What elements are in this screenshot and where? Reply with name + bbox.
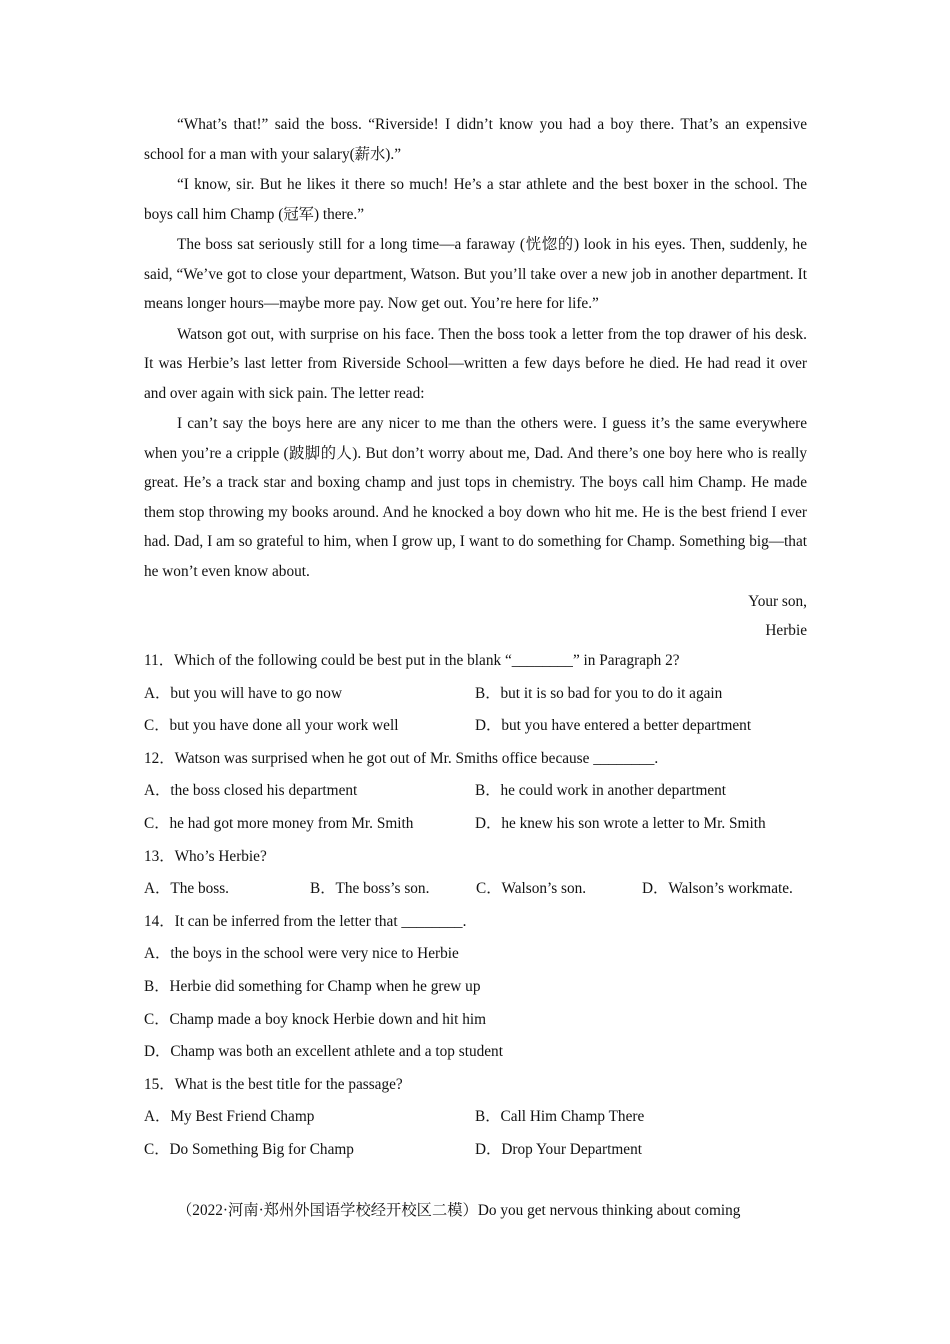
option-c: C．Champ made a boy knock Herbie down and hit him (144, 1010, 486, 1028)
option-c: C．Do Something Big for Champ (144, 1140, 354, 1158)
options-row (144, 1134, 807, 1167)
option-d: D．Drop Your Department (475, 1140, 642, 1158)
option-c: C．but you have done all your work well (144, 717, 399, 735)
question-14 (144, 906, 807, 1069)
option-b: B．he could work in another department (475, 782, 727, 800)
question-12 (144, 743, 807, 841)
letter-closing: Your son, (748, 593, 807, 610)
option-a: A．but you will have to go now (144, 684, 342, 702)
option-d: D．Champ was both an excellent athlete and a top student (144, 1043, 503, 1061)
option-b: B．The boss’s son. (310, 880, 430, 898)
options-row (144, 1101, 807, 1134)
document-page (144, 110, 807, 1167)
option-a: A．the boys in the school were very nice to Herbie (144, 945, 459, 963)
option-d: D．he knew his son wrote a letter to Mr. Smith (475, 814, 766, 832)
passage-paragraph-2: “I know, sir. But he likes it there so much! He’s a star athlete and the best boxer in the school. The boys call him Champ (冠军) there.” (144, 176, 807, 223)
passage-paragraph-4: Watson got out, with surprise on his face. Then the boss took a letter from the top drawer of his desk. It was Herbie’s last letter from Riverside School—written a few days before he died. He had read it over and over again with sick pain. The letter read: (144, 325, 807, 402)
options-row (144, 710, 807, 743)
letter-signature: Herbie (765, 622, 807, 639)
option-a: A．My Best Friend Champ (144, 1108, 315, 1126)
question-13 (144, 841, 807, 906)
question-11 (144, 645, 807, 743)
option-b: B．Herbie did something for Champ when he grew up (144, 977, 481, 995)
question-stem: 11．Which of the following could be best put in the blank “________” in Paragraph 2? (144, 652, 680, 669)
option-d: D．but you have entered a better department (475, 717, 752, 735)
question-stem: 12．Watson was surprised when he got out of Mr. Smiths office because ________. (144, 749, 659, 767)
question-stem: 13．Who’s Herbie? (144, 847, 267, 865)
question-stem: 14．It can be inferred from the letter that ________. (144, 912, 467, 930)
options-row (144, 678, 807, 711)
option-b: B．Call Him Champ There (475, 1108, 645, 1126)
passage-paragraph-3: The boss sat seriously still for a long time—a faraway (恍惚的) look in his eyes. Then, suddenly, he said, “We’ve got to close your department, Watson. But you’ll take over a new job in another department. It means longer hours—maybe more pay. Now get out. You’re here for life.” (144, 236, 807, 312)
options-row (144, 775, 807, 808)
letter-body: I can’t say the boys here are any nicer to me than the others were. I guess it’s the same everywhere when you’re a cripple (跛脚的人). But don’t worry about me, Dad. And there’s one boy here who is really great. He’s a track star and boxing champ and just tops in chemistry. The boys call him Champ. He made them stop throwing my books around. And he knocked a boy down who hit me. He is the best friend I ever had. Dad, I am so grateful to him, when I grow up, I want to do something for Champ. Something big—that he won’t even know about. (144, 415, 807, 580)
option-c: C．he had got more money from Mr. Smith (144, 814, 414, 832)
options-row (144, 873, 807, 906)
option-b: B．but it is so bad for you to do it again (475, 684, 723, 702)
options-row (144, 808, 807, 841)
option-a: A．the boss closed his department (144, 782, 358, 800)
question-15 (144, 1069, 807, 1167)
option-d: D．Walson’s workmate. (642, 880, 793, 898)
option-a: A．The boss. (144, 880, 229, 898)
next-passage-intro: （2022·河南·郑州外国语学校经开校区二模）Do you get nervous thinking about coming (177, 1202, 741, 1219)
option-c: C．Walson’s son. (476, 880, 587, 898)
question-stem: 15．What is the best title for the passage? (144, 1075, 403, 1093)
passage-paragraph-1: “What’s that!” said the boss. “Riverside! I didn’t know you had a boy there. That’s an expensive school for a man with your salary(薪水).” (144, 116, 807, 163)
